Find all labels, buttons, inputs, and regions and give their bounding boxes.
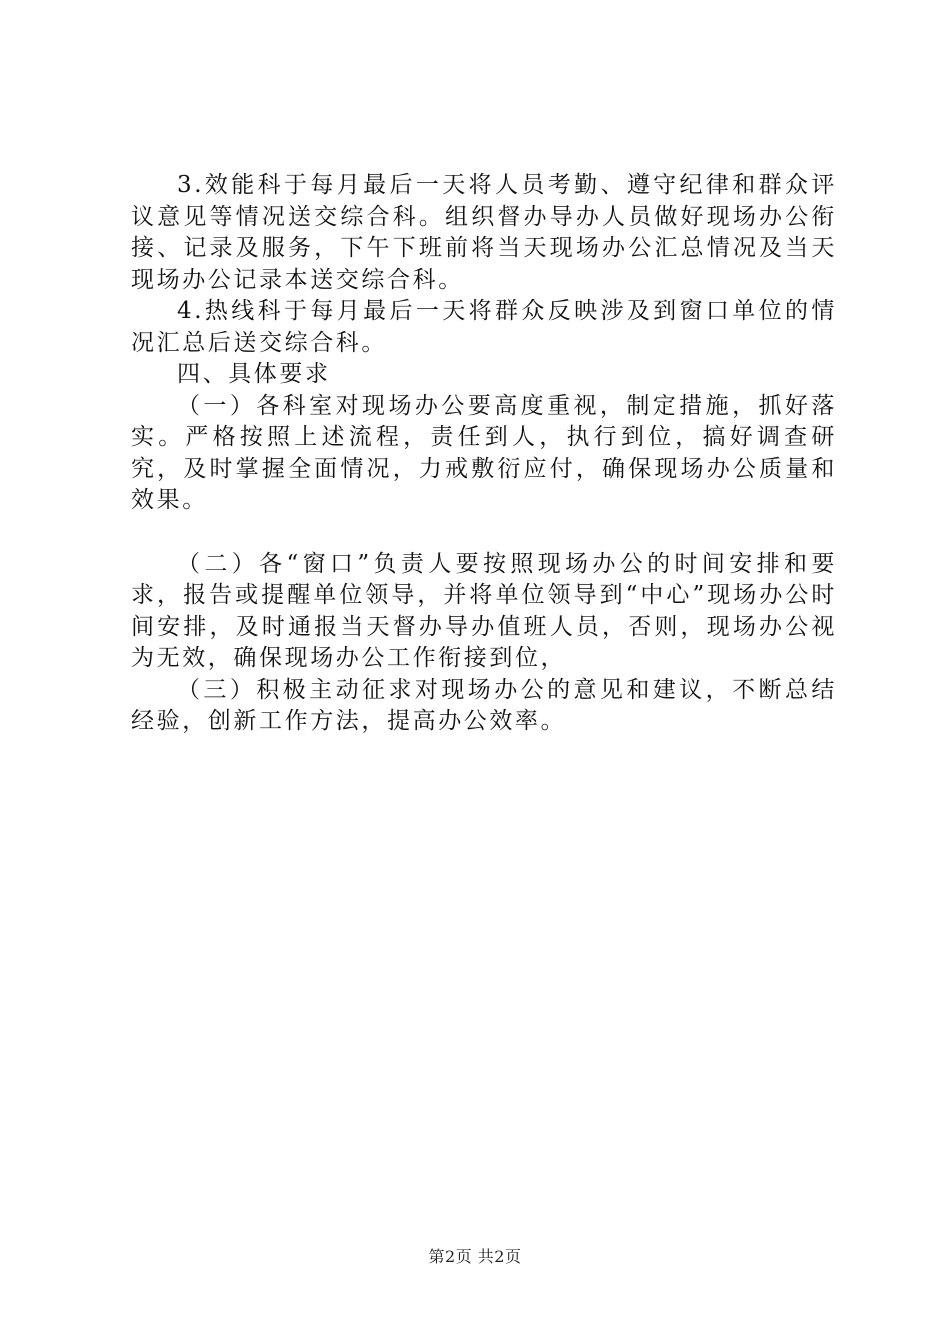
page-number-footer: 第2页 共2页 [428, 1247, 522, 1266]
paragraph-requirement-one: （一）各科室对现场办公要高度重视，制定措施，抓好落实。严格按照上述流程，责任到人，执行到位，搞好调查研究，及时掌握全面情况，力戒敷衍应付，确保现场办公质量和效果。 [131, 392, 837, 513]
paragraph-efficiency-section: 3.效能科于每月最后一天将人员考勤、遵守纪律和群众评议意见等情况送交综合科。组织督办导办人员做好现场办公衔接、记录及服务，下午下班前将当天现场办公汇总情况及当天现场办公记录本送交综合科。 [131, 172, 837, 293]
document-body [131, 170, 837, 738]
paragraph-requirement-two: （二）各“窗口”负责人要按照现场办公的时间安排和要求，报告或提醒单位领导，并将单位领导到“中心”现场办公时间安排，及时通报当天督办导办值班人员，否则，现场办公视为无效，确保现场办公工作衔接到位， [131, 550, 837, 671]
paragraph-requirement-three: （三）积极主动征求对现场办公的意见和建议，不断总结经验，创新工作方法，提高办公效率。 [131, 676, 837, 734]
paragraph-hotline-section: 4.热线科于每月最后一天将群众反映涉及到窗口单位的情况汇总后送交综合科。 [131, 298, 837, 356]
section-heading-requirements: 四、具体要求 [177, 361, 331, 387]
